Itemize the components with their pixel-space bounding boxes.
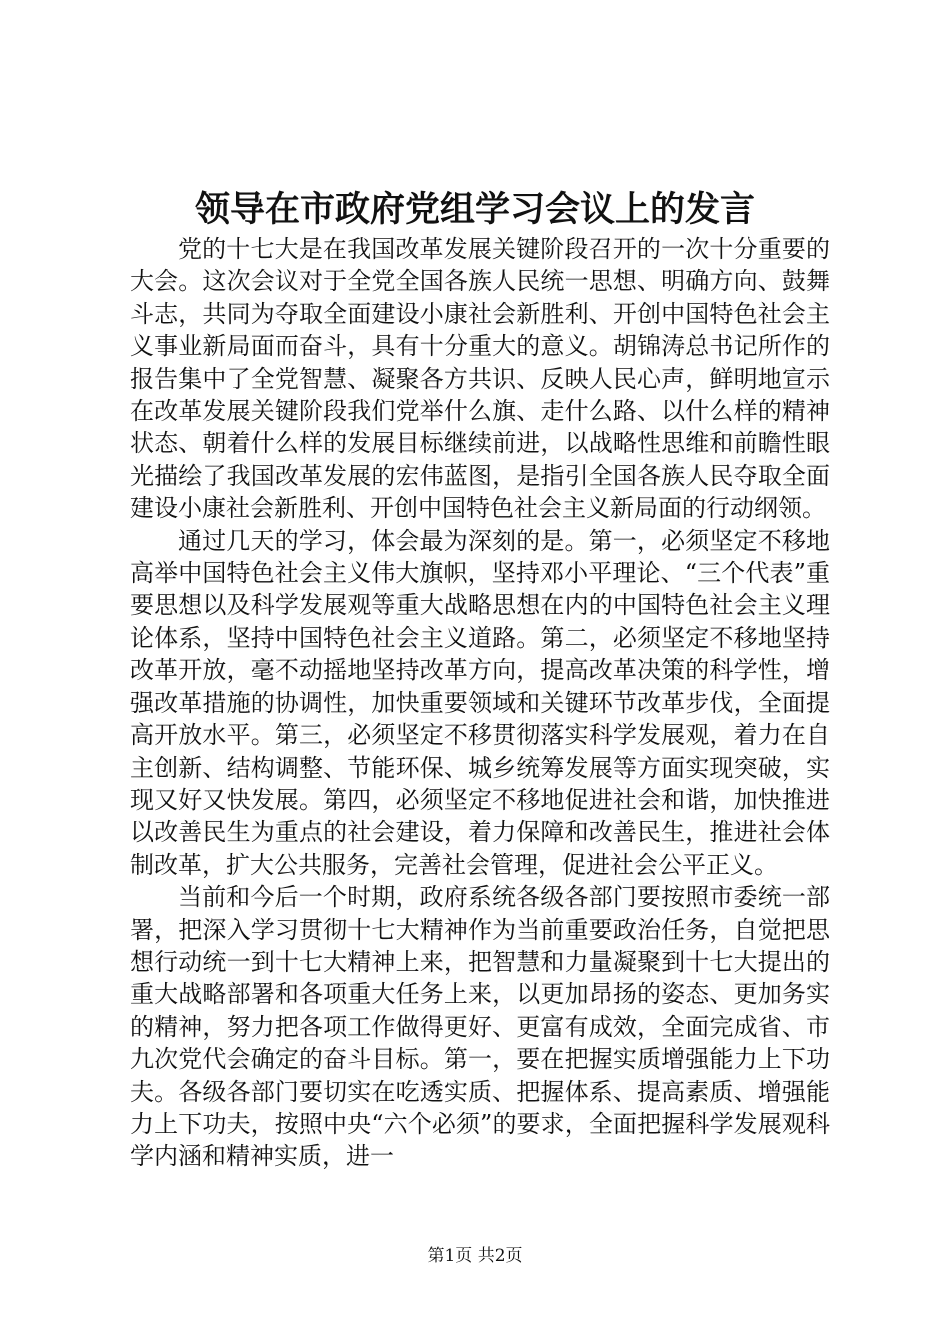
paragraph-3: 当前和今后一个时期，政府系统各级各部门要按照市委统一部署，把深入学习贯彻十七大精神作为当前重要政治任务，自觉把思想行动统一到十七大精神上来，把智慧和力量凝聚到十七大提出的重大战略部署和各项重大任务上来，以更加昂扬的姿态、更加务实的精神，努力把各项工作做得更好、更富有成效，全面完成省、市九次党代会确定的奋斗目标。第一，要在把握实质增强能力上下功夫。各级各部门要切实在吃透实质、把握体系、提高素质、增强能力上下功夫，按照中央“六个必须”的要求，全面把握科学发展观科学内涵和精神实质，进一 xyxy=(130,883,830,1171)
page-footer: 第1页 共2页 xyxy=(427,1246,523,1266)
paragraph-2: 通过几天的学习，体会最为深刻的是。第一，必须坚定不移地高举中国特色社会主义伟大旗帜，坚持邓小平理论、“三个代表”重要思想以及科学发展观等重大战略思想在内的中国特色社会主义理论体系，坚持中国特色社会主义道路。第二，必须坚定不移地坚持改革开放，毫不动摇地坚持改革方向，提高改革决策的科学性，增强改革措施的协调性，加快重要领域和关键环节改革步伐，全面提高开放水平。第三，必须坚定不移贯彻落实科学发展观，着力在自主创新、结构调整、节能环保、城乡统筹发展等方面实现突破，实现又好又快发展。第四，必须坚定不移地促进社会和谐，加快推进以改善民生为重点的社会建设，着力保障和改善民生，推进社会体制改革，扩大公共服务，完善社会管理，促进社会公平正义。 xyxy=(130,526,830,879)
document-body xyxy=(130,233,830,1173)
paragraph-1: 党的十七大是在我国改革发展关键阶段召开的一次十分重要的大会。这次会议对于全党全国各族人民统一思想、明确方向、鼓舞斗志，共同为夺取全面建设小康社会新胜利、开创中国特色社会主义事业新局面而奋斗，具有十分重大的意义。胡锦涛总书记所作的报告集中了全党智慧、凝聚各方共识、反映人民心声，鲜明地宣示在改革发展关键阶段我们党举什么旗、走什么路、以什么样的精神状态、朝着什么样的发展目标继续前进，以战略性思维和前瞻性眼光描绘了我国改革发展的宏伟蓝图，是指引全国各族人民夺取全面建设小康社会新胜利、开创中国特色社会主义新局面的行动纲领。 xyxy=(130,235,830,523)
document-title: 领导在市政府党组学习会议上的发言 xyxy=(194,189,755,230)
